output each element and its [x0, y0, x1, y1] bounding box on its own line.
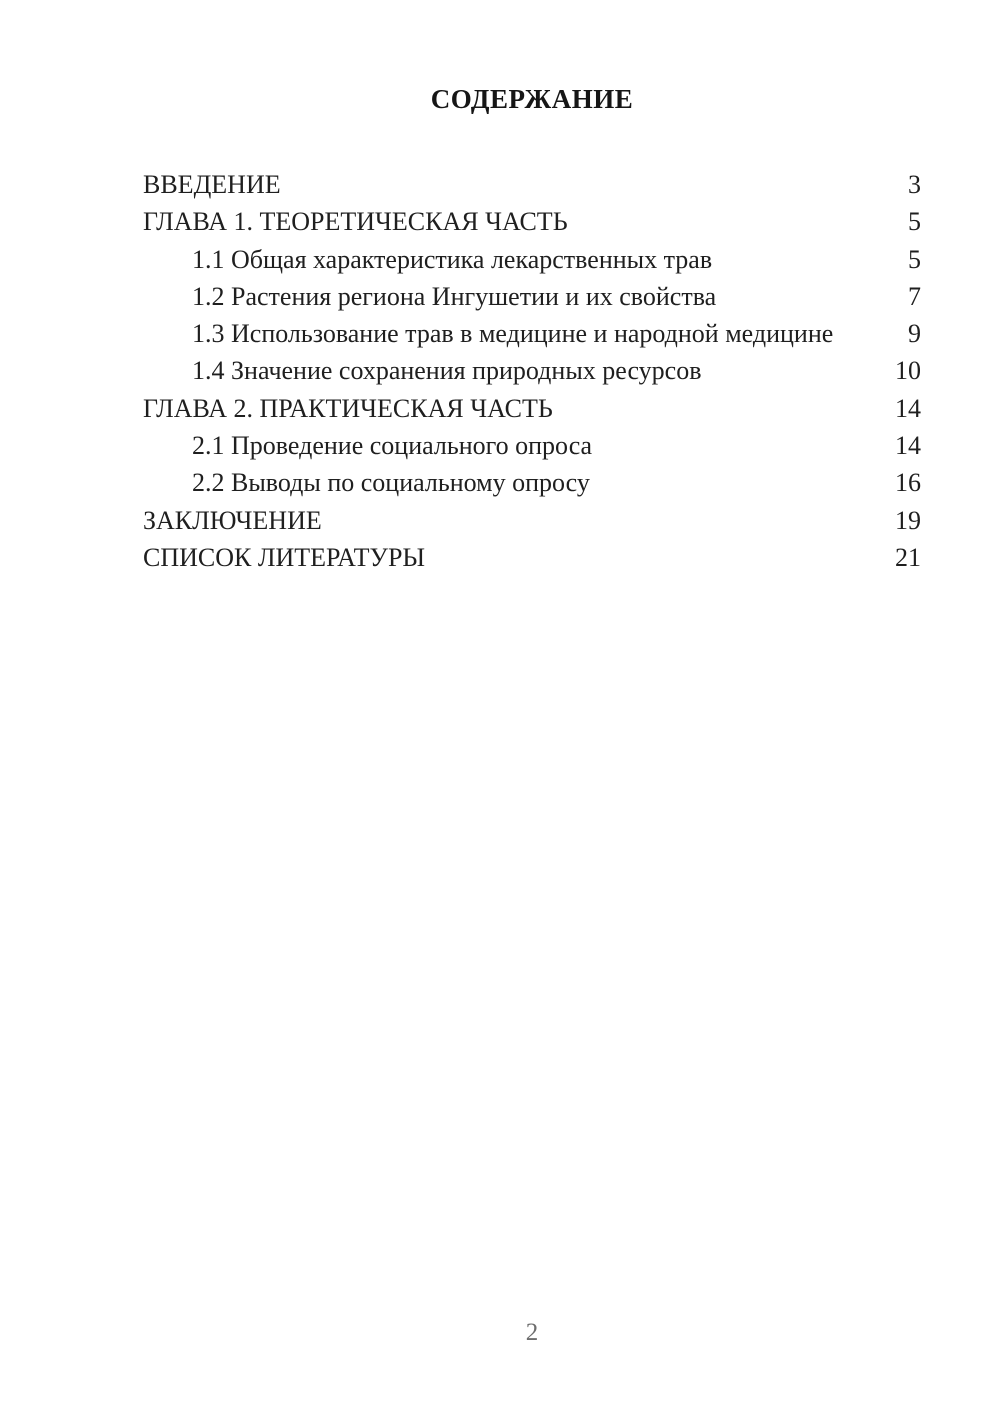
toc-entry: [143, 166, 921, 203]
toc-entry-page: 5: [908, 207, 921, 237]
toc-entry-label: 2.2 Выводы по социальному опросу: [192, 468, 590, 498]
toc-entry-page: 14: [895, 431, 921, 461]
toc-entry-page: 21: [895, 542, 921, 572]
toc-entry-label: СПИСОК ЛИТЕРАТУРЫ: [143, 542, 426, 572]
page-title: СОДЕРЖАНИЕ: [430, 84, 634, 114]
toc-entry: [143, 539, 921, 576]
toc-entry: [143, 241, 921, 278]
toc-entry-label: ЗАКЛЮЧЕНИЕ: [143, 505, 322, 535]
toc-entry-label: 1.2 Растения региона Ингушетии и их свойства: [192, 281, 717, 311]
table-of-contents: [143, 166, 921, 576]
toc-entry-page: 3: [908, 170, 921, 199]
toc-entry-page: 7: [908, 281, 921, 311]
toc-entry-label: ВВЕДЕНИЕ: [143, 170, 281, 199]
toc-entry-label: ГЛАВА 2. ПРАКТИЧЕСКАЯ ЧАСТЬ: [143, 393, 553, 423]
toc-entry: [143, 427, 921, 464]
toc-entry: [143, 203, 921, 240]
toc-entry-page: 14: [895, 393, 921, 423]
toc-entry-page: 19: [895, 505, 921, 535]
toc-entry-label: 2.1 Проведение социального опроса: [192, 431, 593, 461]
toc-entry: [143, 315, 921, 352]
toc-entry: [143, 502, 921, 539]
toc-entry: [143, 464, 921, 501]
toc-entry-page: 10: [895, 356, 921, 386]
toc-entry-page: 9: [908, 319, 921, 349]
toc-entry-label: 1.4 Значение сохранения природных ресурсов: [192, 356, 702, 386]
toc-entry: [143, 278, 921, 315]
footer-page-number: 2: [525, 1319, 539, 1346]
toc-entry-label: 1.3 Использование трав в медицине и народной медицине: [192, 319, 834, 349]
toc-entry-label: 1.1 Общая характеристика лекарственных трав: [192, 244, 713, 274]
toc-entry: [143, 390, 921, 427]
toc-entry-page: 16: [895, 468, 921, 498]
toc-entry-page: 5: [908, 244, 921, 274]
toc-entry: [143, 352, 921, 389]
toc-entry-label: ГЛАВА 1. ТЕОРЕТИЧЕСКАЯ ЧАСТЬ: [143, 207, 568, 237]
